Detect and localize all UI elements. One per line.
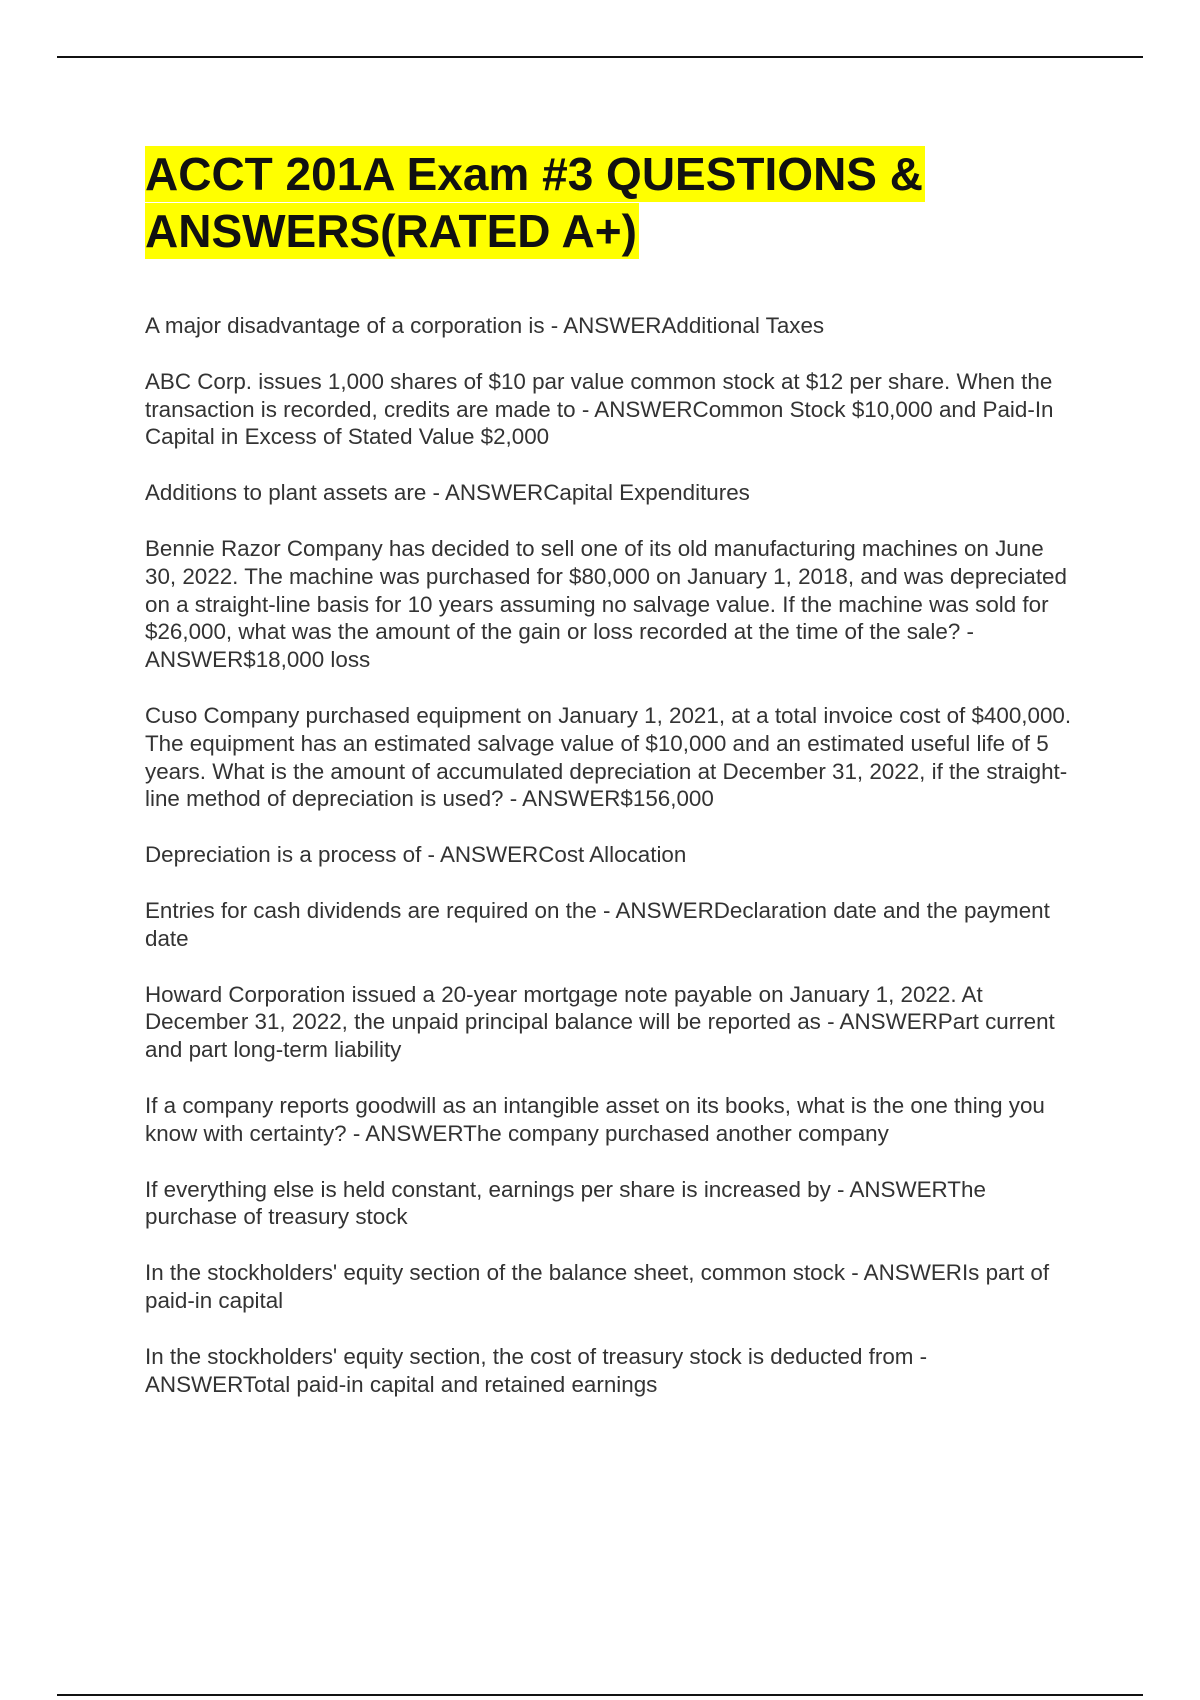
qa-item-earnings-per-share: If everything else is held constant, earnings per share is increased by - ANSWERThe purchase of treasury stock [145, 1176, 986, 1230]
qa-item-corporation-disadvantage: A major disadvantage of a corporation is - ANSWERAdditional Taxes [145, 313, 825, 338]
qa-item-howard-corporation: Howard Corporation issued a 20-year mortgage note payable on January 1, 2022. At December 31, 2022, the unpaid principal balance will be reported as - ANSWERPart current and part long-term liability [145, 981, 1055, 1063]
question-answer-list [145, 312, 1075, 1426]
bottom-rule [57, 1694, 1143, 1696]
title-line-1: ACCT 201A Exam #3 QUESTIONS & [145, 148, 923, 200]
title-line-2: ANSWERS(RATED A+) [145, 205, 637, 257]
qa-item-cuso-company: Cuso Company purchased equipment on January 1, 2021, at a total invoice cost of $400,000. The equipment has an estimated salvage value of $10,000 and an estimated useful life of 5 years. What is the amount of accumulated depreciation at December 31, 2022, if the straight-line method of depreciation is used? - ANSWER$156,000 [145, 702, 1072, 812]
document-title [145, 146, 1045, 260]
qa-item-plant-assets: Additions to plant assets are - ANSWERCapital Expenditures [145, 480, 750, 506]
qa-item-treasury-stock: In the stockholders' equity section, the cost of treasury stock is deducted from - ANSWERTotal paid-in capital and retained earnings [145, 1343, 928, 1397]
qa-item-common-stock: In the stockholders' equity section of the balance sheet, common stock - ANSWERIs part of paid-in capital [145, 1260, 1050, 1313]
qa-item-goodwill: If a company reports goodwill as an intangible asset on its books, what is the one thing you know with certainty? - ANSWERThe company purchased another company [145, 1092, 1045, 1146]
qa-item-cash-dividends: Entries for cash dividends are required on the - ANSWERDeclaration date and the payment date [145, 897, 1050, 951]
qa-item-depreciation: Depreciation is a process of - ANSWERCost Allocation [145, 842, 687, 868]
top-rule [57, 56, 1143, 58]
qa-item-bennie-razor: Bennie Razor Company has decided to sell one of its old manufacturing machines on June 30, 2022. The machine was purchased for $80,000 on January 1, 2018, and was depreciated on a straight-line basis for 10 years assuming no salvage value. If the machine was sold for $26,000, what was the amount of the gain or loss recorded at the time of the sale? - ANSWER$18,000 loss [145, 535, 1067, 673]
qa-item-abc-corp-shares: ABC Corp. issues 1,000 shares of $10 par value common stock at $12 per share. When the transaction is recorded, credits are made to - ANSWERCommon Stock $10,000 and Paid-In Capital in Excess of Stated Value $2,000 [145, 368, 1054, 450]
